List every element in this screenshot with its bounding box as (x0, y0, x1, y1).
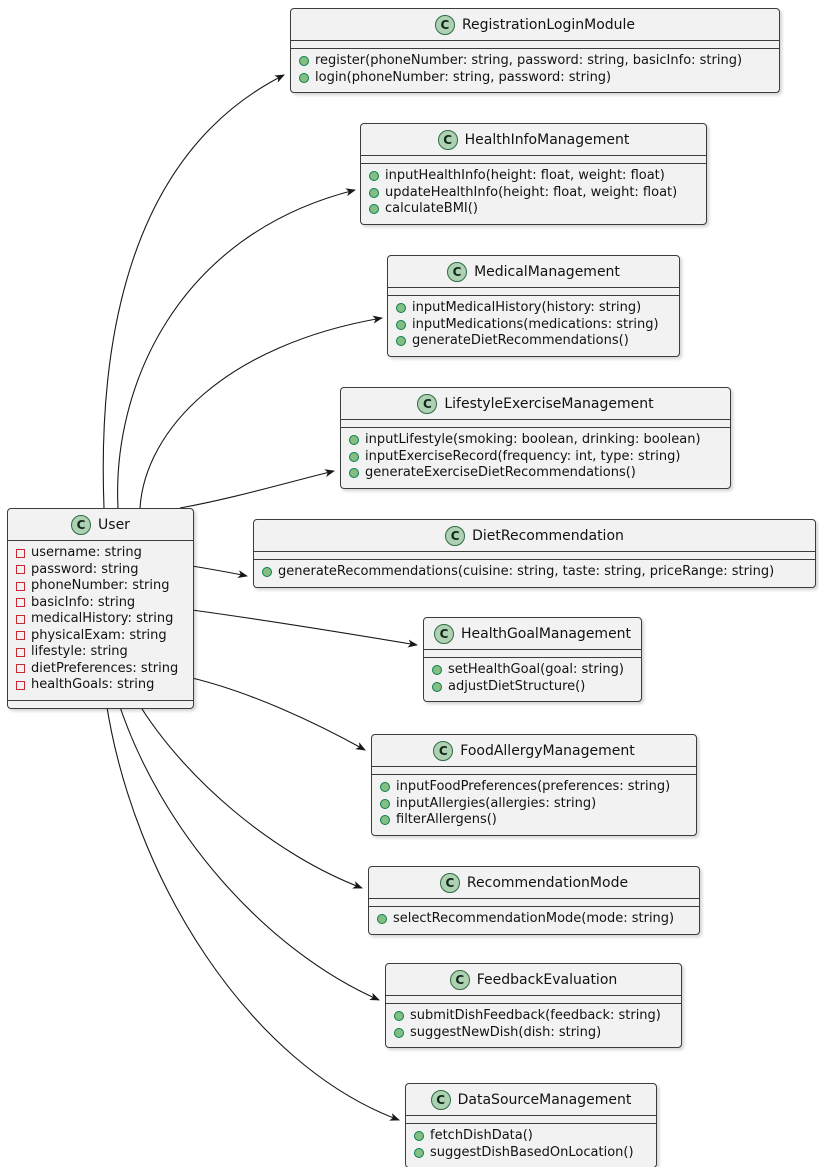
field-text: physicalExam: string (31, 627, 167, 643)
method-text: submitDishFeedback(feedback: string) (410, 1008, 661, 1023)
class-header (291, 9, 779, 41)
class-datasourcemanagement (405, 1083, 657, 1167)
class-lifestyleexercisemanagement (340, 387, 731, 489)
method (396, 300, 671, 317)
class-header (406, 1084, 656, 1116)
method-text: setHealthGoal(goal: string) (448, 662, 624, 677)
class-header (361, 124, 706, 156)
public-method-icon (396, 303, 406, 313)
field-text: healthGoals: string (31, 677, 155, 692)
methods (406, 1124, 656, 1167)
fields-empty (388, 288, 679, 296)
fields-empty (386, 996, 681, 1004)
arrow-user-to-registrationloginmodule (103, 75, 284, 508)
methods (341, 428, 730, 488)
class-user-methods-empty (8, 701, 193, 708)
private-field-icon (16, 681, 25, 690)
field-text: password: string (31, 561, 139, 577)
fields-empty (291, 41, 779, 49)
method (380, 796, 688, 813)
public-method-icon (396, 320, 406, 330)
class-name: RegistrationLoginModule (461, 16, 636, 33)
class-name: FoodAllergyManagement (460, 742, 635, 759)
field (16, 644, 185, 661)
fields-empty (424, 650, 641, 658)
method-text: inputLifestyle(smoking: boolean, drinking: boolean) (365, 432, 701, 447)
public-method-icon (299, 56, 309, 66)
methods (388, 296, 679, 356)
class-icon: C (445, 526, 465, 546)
method (369, 201, 698, 218)
method-text: inputHealthInfo(height: float, weight: float) (385, 168, 665, 183)
public-method-icon (396, 336, 406, 346)
arrow-user-to-recommendationmode (137, 701, 362, 888)
class-name: User (98, 516, 130, 533)
public-method-icon (432, 665, 442, 675)
method-text: inputMedications(medications: string) (412, 316, 659, 332)
class-header (424, 618, 641, 650)
method (380, 779, 688, 796)
private-field-icon (16, 582, 25, 591)
public-method-icon (380, 799, 390, 809)
field-text: lifestyle: string (31, 644, 128, 659)
private-field-icon (16, 631, 25, 640)
method (380, 812, 688, 829)
method (394, 1025, 673, 1042)
class-feedbackevaluation (385, 963, 682, 1048)
class-icon: C (433, 741, 453, 761)
fields-empty (369, 899, 699, 907)
method-text: register(phoneNumber: string, password: string, basicInfo: string) (315, 53, 743, 68)
method-text: adjustDietStructure() (448, 678, 586, 694)
method-text: login(phoneNumber: string, password: string) (315, 69, 612, 85)
arrow-user-to-healthgoalmanagement (192, 610, 417, 645)
methods (424, 658, 641, 701)
arrow-user-to-healthinfomanagement (118, 190, 355, 508)
class-icon: C (435, 15, 455, 35)
method (377, 911, 691, 928)
method-text: generateExerciseDietRecommendations() (365, 465, 636, 480)
field (16, 661, 185, 678)
arrow-user-to-lifestyleexercisemanagement (180, 471, 334, 508)
class-header (254, 520, 815, 552)
public-method-icon (262, 567, 272, 577)
field-text: basicInfo: string (31, 594, 136, 610)
class-icon: C (434, 624, 454, 644)
method-text: generateRecommendations(cuisine: string, taste: string, priceRange: string) (278, 564, 775, 579)
methods (369, 907, 699, 934)
class-name: DataSourceManagement (457, 1091, 632, 1108)
field-text: medicalHistory: string (31, 611, 174, 626)
method (349, 465, 722, 482)
class-healthinfomanagement (360, 123, 707, 225)
public-method-icon (394, 1028, 404, 1038)
fields-empty (361, 156, 706, 164)
private-field-icon (16, 648, 25, 657)
method (369, 185, 698, 202)
method (262, 564, 807, 581)
public-method-icon (432, 682, 442, 692)
public-method-icon (349, 452, 359, 462)
class-name: LifestyleExerciseManagement (444, 395, 654, 412)
public-method-icon (349, 435, 359, 445)
field-text: phoneNumber: string (31, 578, 170, 593)
method (299, 70, 771, 87)
class-icon: C (71, 515, 91, 535)
field-text: username: string (31, 545, 142, 560)
private-field-icon (16, 664, 25, 673)
field (16, 628, 185, 645)
method (394, 1008, 673, 1025)
methods (386, 1004, 681, 1047)
method-text: calculateBMI() (385, 201, 478, 216)
private-field-icon (16, 615, 25, 624)
method-text: selectRecommendationMode(mode: string) (393, 911, 675, 926)
method (396, 333, 671, 350)
field (16, 545, 185, 562)
method-text: suggestDishBasedOnLocation() (430, 1144, 634, 1160)
class-healthgoalmanagement (423, 617, 642, 702)
arrow-user-to-feedbackevaluation (118, 701, 379, 1000)
field (16, 677, 185, 694)
methods (372, 775, 696, 835)
private-field-icon (16, 598, 25, 607)
arrow-user-to-datasourcemanagement (106, 701, 399, 1120)
public-method-icon (299, 73, 309, 83)
method-text: inputAllergies(allergies: string) (396, 795, 597, 811)
method-text: inputMedicalHistory(history: string) (412, 300, 642, 315)
class-name: DietRecommendation (472, 527, 624, 544)
class-header (341, 388, 730, 420)
class-user (7, 508, 194, 709)
field (16, 595, 185, 612)
class-header (372, 735, 696, 767)
class-name: FeedbackEvaluation (476, 971, 618, 988)
method-text: inputFoodPreferences(preferences: string) (396, 779, 671, 794)
method-text: fetchDishData() (430, 1128, 533, 1143)
methods (361, 164, 706, 224)
public-method-icon (380, 782, 390, 792)
class-name: RecommendationMode (466, 874, 629, 891)
method (349, 432, 722, 449)
public-method-icon (369, 188, 379, 198)
method-text: inputExerciseRecord(frequency: int, type: string) (365, 448, 681, 464)
class-header (386, 964, 681, 996)
method (299, 53, 771, 70)
method-text: generateDietRecommendations() (412, 333, 629, 348)
field (16, 562, 185, 579)
fields-empty (372, 767, 696, 775)
method-text: filterAllergens() (396, 812, 497, 827)
method (396, 317, 671, 334)
class-registrationloginmodule (290, 8, 780, 93)
class-user-header (8, 509, 193, 541)
class-icon: C (417, 394, 437, 414)
arrow-user-to-dietrecommendation (192, 566, 247, 576)
methods (291, 49, 779, 92)
method (414, 1128, 648, 1145)
class-icon: C (440, 873, 460, 893)
public-method-icon (414, 1148, 424, 1158)
fields-empty (254, 552, 815, 560)
method (432, 662, 633, 679)
public-method-icon (349, 468, 359, 478)
class-icon: C (450, 970, 470, 990)
public-method-icon (369, 171, 379, 181)
class-name: HealthInfoManagement (464, 131, 630, 148)
class-header (388, 256, 679, 288)
class-icon: C (438, 130, 458, 150)
public-method-icon (380, 815, 390, 825)
method-text: updateHealthInfo(height: float, weight: float) (385, 184, 678, 200)
field (16, 578, 185, 595)
field-text: dietPreferences: string (31, 660, 179, 676)
class-recommendationmode (368, 866, 700, 935)
public-method-icon (394, 1011, 404, 1021)
method (414, 1145, 648, 1162)
public-method-icon (414, 1131, 424, 1141)
private-field-icon (16, 549, 25, 558)
class-name: MedicalManagement (474, 263, 620, 280)
method (349, 449, 722, 466)
methods (254, 560, 815, 587)
public-method-icon (369, 204, 379, 214)
class-icon: C (447, 262, 467, 282)
method-text: suggestNewDish(dish: string) (410, 1024, 602, 1040)
class-icon: C (431, 1090, 451, 1110)
field (16, 611, 185, 628)
class-name: HealthGoalManagement (460, 625, 632, 642)
class-medicalmanagement (387, 255, 680, 357)
arrow-user-to-foodallergymanagement (192, 678, 365, 750)
method (432, 679, 633, 696)
public-method-icon (377, 914, 387, 924)
class-dietrecommendation (253, 519, 816, 588)
method (369, 168, 698, 185)
class-header (369, 867, 699, 899)
class-user-fields (8, 541, 193, 701)
class-foodallergymanagement (371, 734, 697, 836)
fields-empty (406, 1116, 656, 1124)
private-field-icon (16, 565, 25, 574)
fields-empty (341, 420, 730, 428)
